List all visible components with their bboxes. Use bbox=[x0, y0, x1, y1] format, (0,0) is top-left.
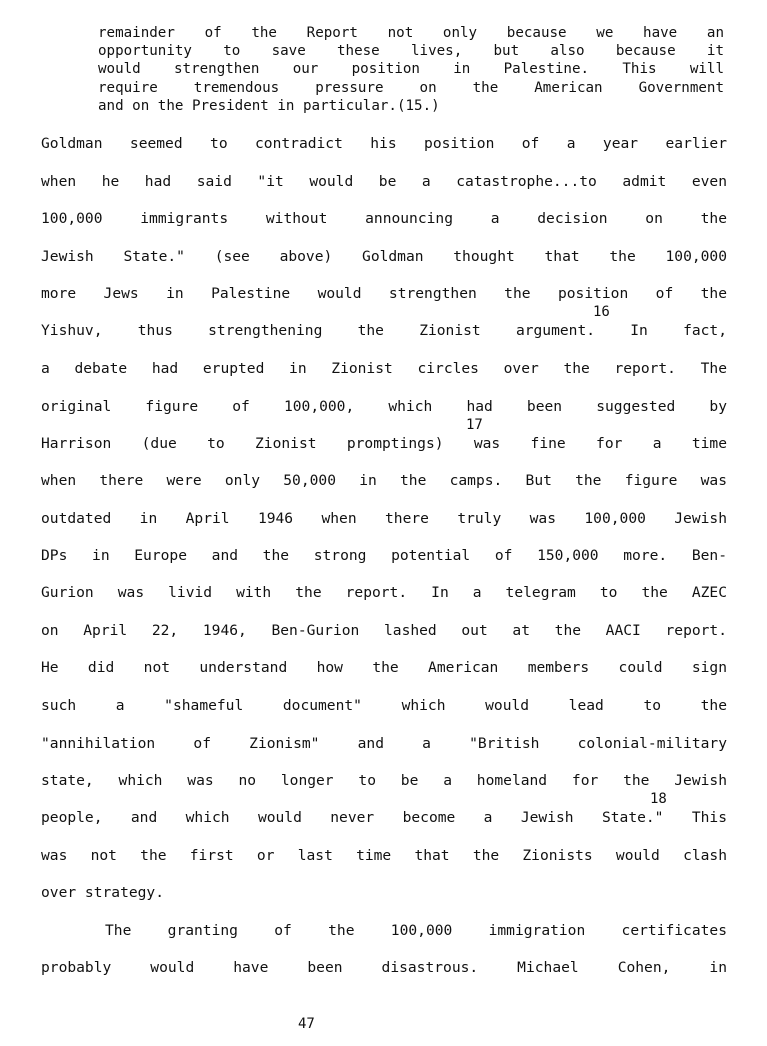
quote-line: remainder of the Report not only because we have an bbox=[98, 25, 724, 41]
body-line: outdated in April 1946 when there truly was 100,000 Jewish bbox=[41, 510, 727, 527]
footnote-marker-16: 16 bbox=[593, 304, 610, 320]
body-line: probably would have been disastrous. Michael Cohen, in bbox=[41, 959, 727, 976]
body-line: was not the first or last time that the Zionists would clash bbox=[41, 847, 727, 864]
body-line: when he had said "it would be a catastrophe...to admit even bbox=[41, 173, 727, 190]
quote-line: would strengthen our position in Palestine. This will bbox=[98, 61, 724, 78]
body-line: DPs in Europe and the strong potential of 150,000 more. Ben- bbox=[41, 547, 727, 564]
page-number: 47 bbox=[298, 1016, 315, 1032]
footnote-marker-18: 18 bbox=[650, 791, 667, 807]
body-line: Jewish State." (see above) Goldman thought that the 100,000 bbox=[41, 248, 727, 265]
body-line: "annihilation of Zionism" and a "British colonial-military bbox=[41, 735, 727, 752]
body-line: over strategy. bbox=[41, 884, 165, 901]
body-line: He did not understand how the American members could sign bbox=[41, 659, 727, 676]
body-line: a debate had erupted in Zionist circles over the report. The bbox=[41, 360, 727, 377]
quote-line: opportunity to save these lives, but also because it bbox=[98, 43, 724, 60]
footnote-marker-17: 17 bbox=[466, 417, 483, 433]
block-quote bbox=[98, 24, 724, 115]
quote-line: and on the President in particular.(15.) bbox=[98, 97, 440, 114]
body-line: 100,000 immigrants without announcing a decision on the bbox=[41, 210, 727, 227]
body-line: Yishuv, thus strengthening the Zionist argument. In fact, bbox=[41, 322, 727, 339]
paragraph-first-line: The granting of the 100,000 immigration certificates bbox=[105, 922, 727, 939]
body-line: more Jews in Palestine would strengthen the position of the bbox=[41, 285, 727, 302]
body-line: Harrison (due to Zionist promptings) was fine for a time bbox=[41, 435, 727, 452]
body-line: people, and which would never become a Jewish State." This bbox=[41, 809, 727, 826]
body-line: when there were only 50,000 in the camps. But the figure was bbox=[41, 472, 727, 489]
quote-line: require tremendous pressure on the American Government bbox=[98, 79, 724, 96]
body-line: on April 22, 1946, Ben-Gurion lashed out at the AACI report. bbox=[41, 622, 727, 639]
body-line: such a "shameful document" which would lead to the bbox=[41, 697, 727, 714]
body-line: Gurion was livid with the report. In a telegram to the AZEC bbox=[41, 584, 727, 601]
body-line: original figure of 100,000, which had been suggested by bbox=[41, 398, 727, 415]
body-line: state, which was no longer to be a homeland for the Jewish bbox=[41, 772, 727, 789]
body-line: Goldman seemed to contradict his position of a year earlier bbox=[41, 135, 727, 152]
